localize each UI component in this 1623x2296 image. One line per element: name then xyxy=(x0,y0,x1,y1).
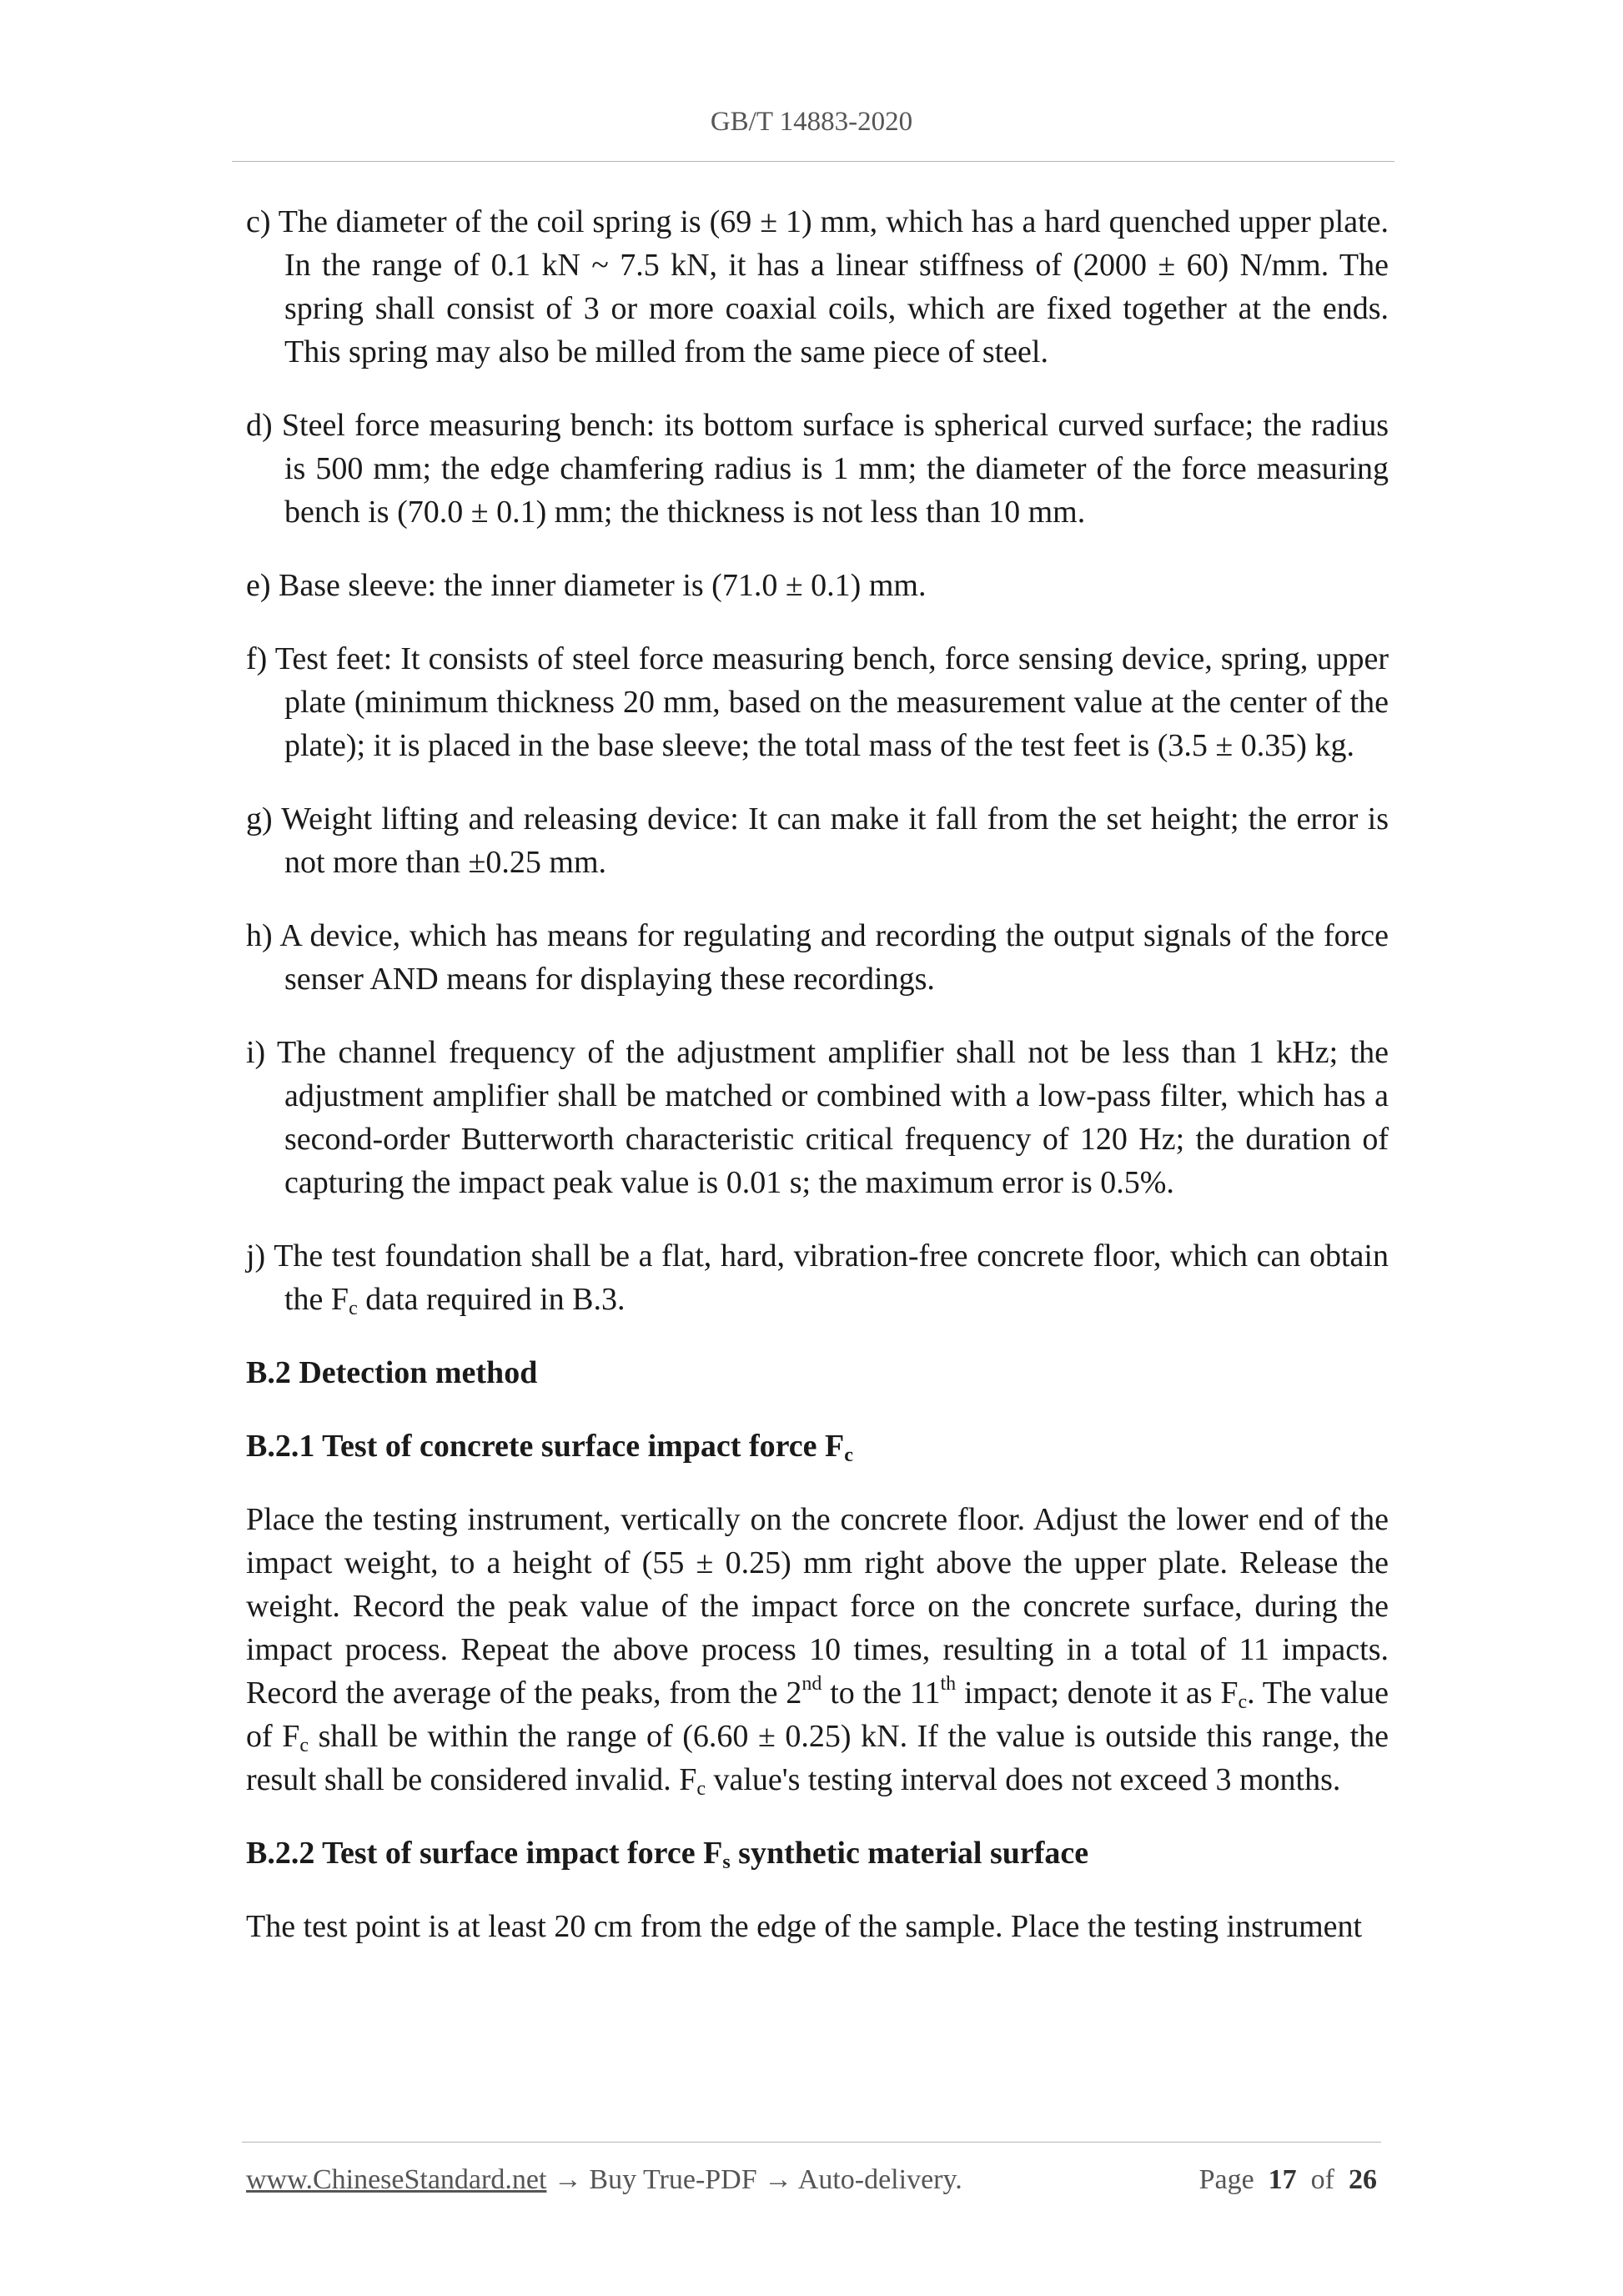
header-divider xyxy=(232,161,1394,162)
list-item-i: i) The channel frequency of the adjustment amplifier shall not be less than 1 kHz; the adjustment amplifier shall be matched or combined with a low-pass filter, which has a second-order Butterworth characteristic critical frequency of 120 Hz; the duration of capturing the impact peak value is 0.01 s; the maximum error is 0.5%. xyxy=(246,1035,1389,1200)
list-item-h: h) A device, which has means for regulating and recording the output signals of the force senser AND means for displaying these recordings. xyxy=(246,918,1389,997)
superscript: nd xyxy=(801,1673,822,1695)
superscript: th xyxy=(940,1673,957,1695)
subscript: s xyxy=(722,1851,731,1873)
page-label: Page xyxy=(1198,2164,1254,2195)
footer-divider xyxy=(242,2142,1381,2143)
paragraph-text: . The value of F xyxy=(246,1676,1389,1754)
list-item-j-text-end: data required in B.3. xyxy=(357,1282,626,1317)
list-item-c: c) The diameter of the coil spring is (69 ± 1) mm, which has a hard quenched upper plate. In the range of 0.1 kN ~ 7.5 kN, it has a linear stiffness of (2000 ± 60) N/mm. The spring shall consist of 3 or more coaxial coils, which are fixed together at the ends. This spring may also be milled from the same piece of steel. xyxy=(246,204,1389,369)
total-pages: 26 xyxy=(1349,2164,1377,2195)
list-item-j xyxy=(246,1234,1389,1321)
heading-text-end: synthetic material surface xyxy=(730,1836,1089,1871)
paragraph-b22: The test point is at least 20 cm from the edge of the sample. Place the testing instrument xyxy=(246,1909,1363,1944)
list-item-e: e) Base sleeve: the inner diameter is (71.0 ± 0.1) mm. xyxy=(246,568,927,603)
list-item-j-text: j) The test foundation shall be a flat, hard, vibration-free concrete floor, which can obtain the F xyxy=(246,1238,1389,1317)
subscript: c xyxy=(1238,1691,1248,1713)
paragraph-text: shall be within the range of (6.60 ± 0.25) kN. If the value is outside this range, the result shall be considered invalid. F xyxy=(246,1719,1389,1797)
subscript: c xyxy=(299,1735,309,1756)
section-heading-b21 xyxy=(246,1424,1389,1468)
page-header: GB/T 14883-2020 xyxy=(710,107,913,137)
section-heading-b22 xyxy=(246,1831,1389,1875)
paragraph-text: value's testing interval does not exceed 3 months. xyxy=(706,1762,1341,1797)
footer-left xyxy=(246,2164,962,2196)
page-number xyxy=(1199,2164,1377,2196)
footer-text: → Buy True-PDF → Auto-delivery. xyxy=(546,2164,962,2195)
current-page: 17 xyxy=(1268,2164,1297,2195)
subscript: c xyxy=(844,1444,853,1466)
heading-text: B.2.1 Test of concrete surface impact force F xyxy=(246,1429,845,1464)
list-item-d: d) Steel force measuring bench: its bottom surface is spherical curved surface; the radius is 500 mm; the edge chamfering radius is 1 mm; the diameter of the force measuring bench is (70.0 ± 0.1) mm; the thickness is not less than 10 mm. xyxy=(246,408,1389,530)
of-label: of xyxy=(1310,2164,1334,2195)
paragraph-text: impact; denote it as F xyxy=(956,1676,1239,1711)
paragraph-text: to the 11 xyxy=(822,1676,941,1711)
paragraph-text: Place the testing instrument, vertically on the concrete floor. Adjust the lower end of the impact weight, to a height of (55 ± 0.25) mm right above the upper plate. Release the weight. Record the peak value of the impact force on the concrete surface, during the impact process. Repeat the above process 10 times, resulting in a total of 11 impacts. Record the average of the peaks, from the 2 xyxy=(246,1502,1389,1711)
subscript: c xyxy=(696,1778,706,1800)
list-item-g: g) Weight lifting and releasing device: It can make it fall from the set height; the error is not more than ±0.25 mm. xyxy=(246,801,1389,880)
list-item-f: f) Test feet: It consists of steel force measuring bench, force sensing device, spring, upper plate (minimum thickness 20 mm, based on the measurement value at the center of the plate); it is placed in the base sleeve; the total mass of the test feet is (3.5 ± 0.35) kg. xyxy=(246,641,1389,763)
website-link[interactable]: www.ChineseStandard.net xyxy=(246,2164,547,2195)
heading-text: B.2.2 Test of surface impact force F xyxy=(246,1836,723,1871)
paragraph-b21 xyxy=(246,1498,1389,1801)
page-content xyxy=(246,200,1389,1978)
section-heading-b2: B.2 Detection method xyxy=(246,1355,538,1390)
subscript: c xyxy=(349,1298,358,1319)
